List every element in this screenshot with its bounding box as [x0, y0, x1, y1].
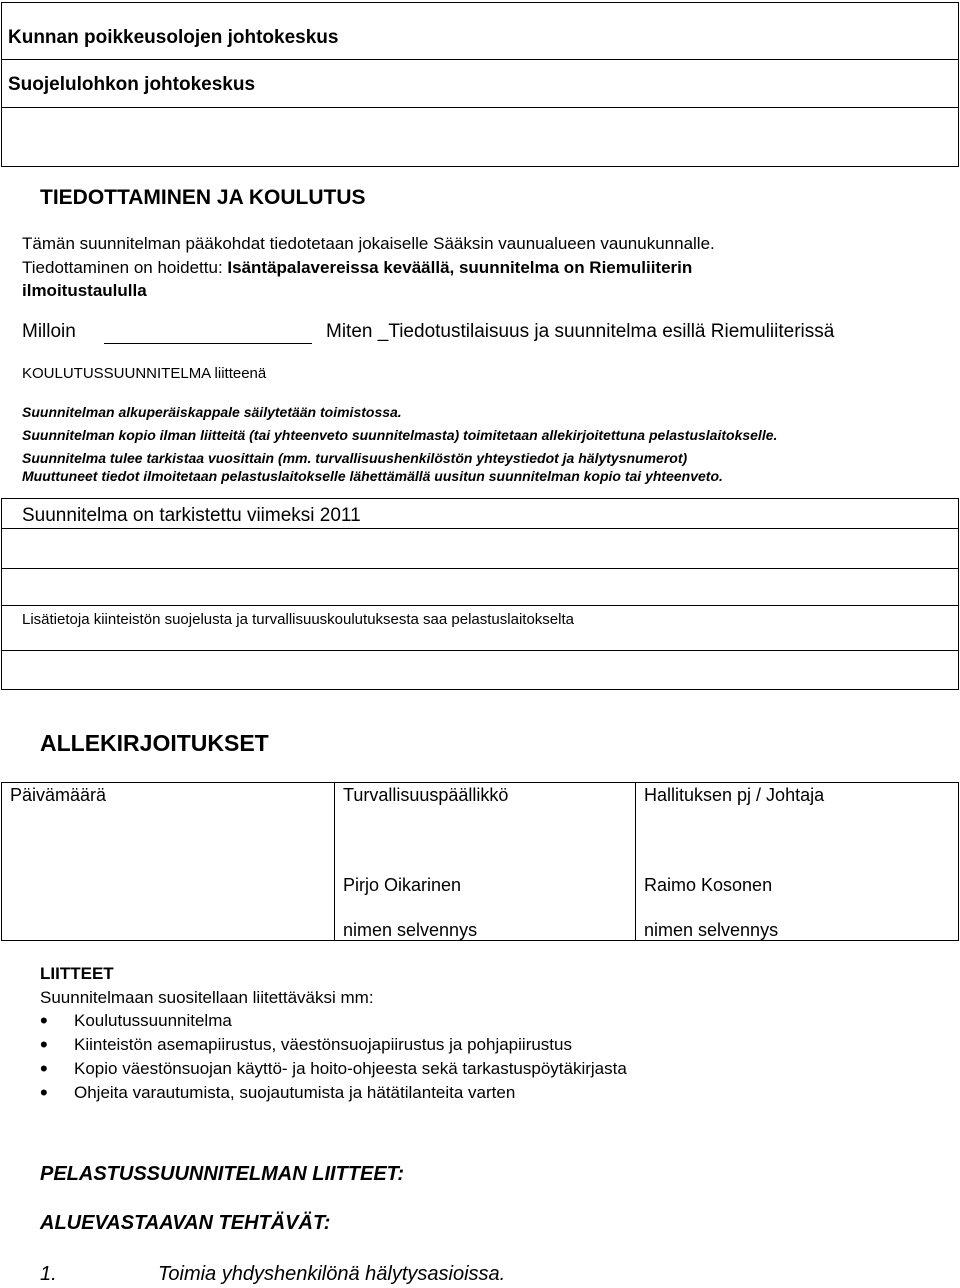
signatures-col-divider	[635, 782, 636, 941]
attachments-heading: LIITTEET	[40, 964, 114, 983]
review-row-1: Suunnitelma on tarkistettu viimeksi 2011	[22, 505, 361, 526]
note-line-2: Suunnitelman kopio ilman liitteitä (tai yhteenveto suunnitelmasta) toimitetaan allekirjoitettuna pelastuslaitokselle.	[22, 427, 778, 443]
koulutus-label: KOULUTUSSUUNNITELMA	[22, 365, 211, 382]
section-heading: TIEDOTTAMINEN JA KOULUTUS	[40, 186, 366, 209]
milloin-label: Milloin	[22, 321, 76, 342]
header-row-1: Kunnan poikkeusolojen johtokeskus	[8, 27, 339, 48]
list-item: • Ohjeita varautumista, suojautumista ja hätätilanteita varten	[40, 1081, 627, 1105]
miten-value: _Tiedotustilaisuus ja suunnitelma esillä Riemuliiterissä	[372, 321, 835, 342]
miten-row	[326, 321, 834, 343]
intro-line-2-plain: Tiedottaminen on hoidettu:	[22, 258, 228, 277]
review-table-divider	[1, 650, 959, 651]
signatures-heading: ALLEKIRJOITUKSET	[40, 730, 269, 756]
footer-heading-2: ALUEVASTAAVAN TEHTÄVÄT:	[40, 1212, 331, 1234]
note-line-3: Suunnitelma tulee tarkistaa vuosittain (mm. turvallisuushenkilöstön yhteystiedot ja hälytysnumerot)	[22, 450, 688, 466]
koulutus-line	[22, 365, 266, 382]
list-item: • Koulutussuunnitelma	[40, 1009, 627, 1033]
list-item: • Kopio väestönsuojan käyttö- ja hoito-ohjeesta sekä tarkastuspöytäkirjasta	[40, 1057, 627, 1081]
signatures-col2-header: Turvallisuuspäällikkö	[343, 785, 509, 805]
footer-item-number: 1.	[40, 1263, 57, 1285]
intro-line-3: ilmoitustaululla	[22, 281, 147, 300]
header-table-divider	[1, 59, 959, 60]
miten-label: Miten	[326, 321, 373, 342]
signatures-col2-caption: nimen selvennys	[343, 920, 478, 940]
signatures-col3-caption: nimen selvennys	[644, 920, 779, 940]
intro-line-2	[22, 258, 692, 278]
note-line-4: Muuttuneet tiedot ilmoitetaan pelastuslaitokselle lähettämällä uusitun suunnitelman kopio tai yhteenveto.	[22, 468, 723, 484]
footer-heading-1: PELASTUSSUUNNITELMAN LIITTEET:	[40, 1163, 405, 1185]
koulutus-suffix: liitteenä	[210, 365, 267, 382]
intro-line-1: Tämän suunnitelman pääkohdat tiedotetaan jokaiselle Sääksin vaunualueen vaunukunnalle.	[22, 234, 715, 253]
signatures-col-divider	[334, 782, 335, 941]
milloin-underline	[104, 343, 312, 344]
list-item: • Kiinteistön asemapiirustus, väestönsuojapiirustus ja pohjapiirustus	[40, 1033, 627, 1057]
intro-line-2-bold: Isäntäpalavereissa keväällä, suunnitelma on Riemuliiterin	[227, 258, 693, 277]
header-row-2: Suojelulohkon johtokeskus	[8, 74, 256, 95]
review-table-divider	[1, 605, 959, 606]
attachments-list	[40, 1009, 627, 1105]
footer-item-text: Toimia yhdyshenkilönä hälytysasioissa.	[158, 1263, 506, 1285]
signatures-col3-name: Raimo Kosonen	[644, 875, 773, 895]
header-table-divider	[1, 107, 959, 108]
signatures-col1-header: Päivämäärä	[10, 785, 107, 805]
signatures-col3-header: Hallituksen pj / Johtaja	[644, 785, 825, 805]
signatures-col2-name: Pirjo Oikarinen	[343, 875, 462, 895]
note-line-1: Suunnitelman alkuperäiskappale säilytetään toimistossa.	[22, 404, 402, 420]
review-table-divider	[1, 528, 959, 529]
review-row-4: Lisätietoja kiinteistön suojelusta ja turvallisuuskoulutuksesta saa pelastuslaitokselta	[22, 611, 574, 628]
attachments-intro: Suunnitelmaan suositellaan liitettäväksi mm:	[40, 988, 374, 1007]
review-table-divider	[1, 568, 959, 569]
